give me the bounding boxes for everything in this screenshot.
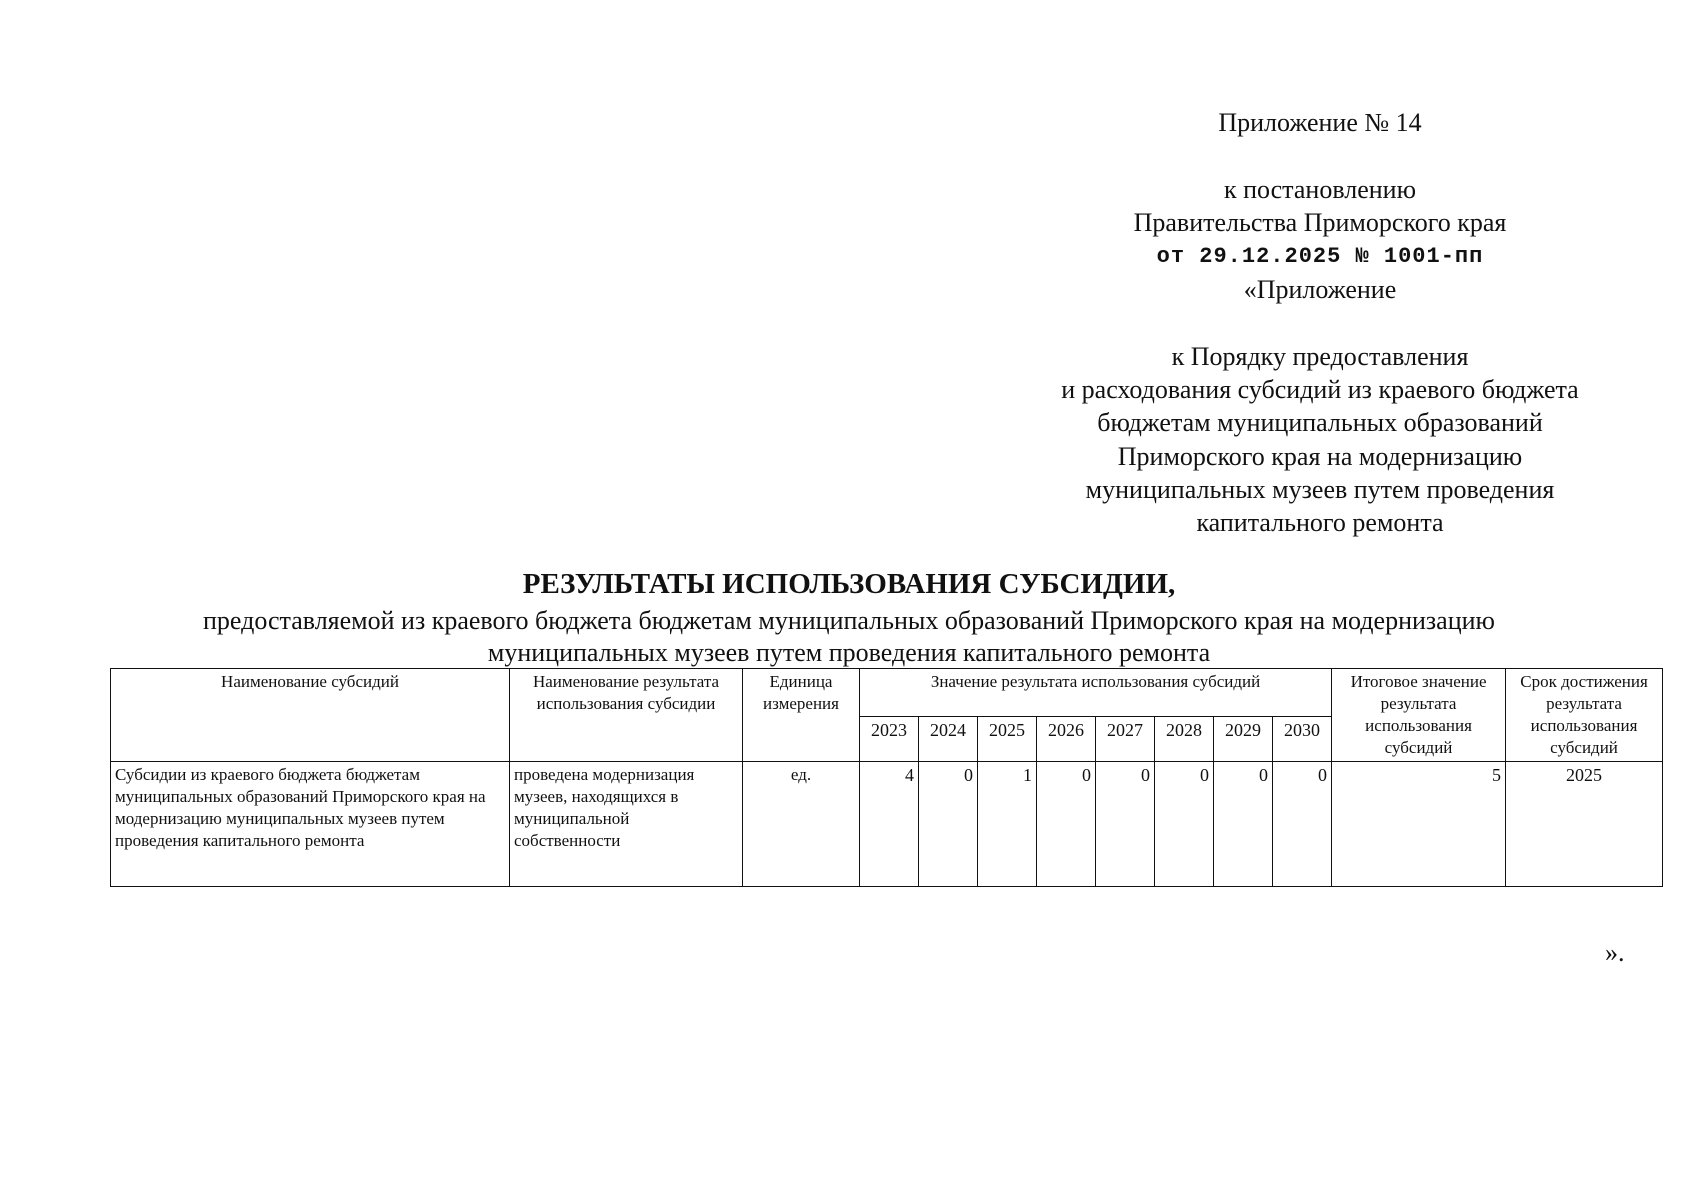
- cell-unit: ед.: [743, 762, 860, 887]
- order-line-5: муниципальных музеев путем проведения: [1085, 475, 1555, 504]
- cell-result-name: проведена модернизация музеев, находящихся в муниципальной собственности: [510, 762, 743, 887]
- closing-quote: ».: [1605, 938, 1625, 967]
- cell-value-2028: 0: [1155, 762, 1214, 887]
- document-subtitle-line-2: муниципальных музеев путем проведения капитального ремонта: [487, 638, 1211, 667]
- header-year: 2024: [919, 716, 978, 761]
- header-year: 2026: [1037, 716, 1096, 761]
- cell-deadline: 2025: [1506, 762, 1663, 887]
- document-title: РЕЗУЛЬТАТЫ ИСПОЛЬЗОВАНИЯ СУБСИДИИ,: [522, 568, 1176, 600]
- cell-value-2029: 0: [1214, 762, 1273, 887]
- header-year: 2029: [1214, 716, 1273, 761]
- appendix-label: Приложение № 14: [1218, 108, 1422, 137]
- header-year: 2025: [978, 716, 1037, 761]
- resolution-date-number: от 29.12.2025 № 1001-пп: [1156, 244, 1484, 269]
- order-line-3: бюджетам муниципальных образований: [1097, 408, 1543, 437]
- cell-value-2024: 0: [919, 762, 978, 887]
- cell-value-2026: 0: [1037, 762, 1096, 887]
- document-subtitle-line-1: предоставляемой из краевого бюджета бюджетам муниципальных образований Приморского края на модернизацию: [203, 606, 1495, 635]
- cell-value-2030: 0: [1273, 762, 1332, 887]
- header-unit: Единица измерения: [743, 669, 860, 762]
- cell-value-2027: 0: [1096, 762, 1155, 887]
- cell-value-2025: 1: [978, 762, 1037, 887]
- table-header-row: [111, 669, 1663, 717]
- to-resolution-line: к постановлению: [1223, 175, 1417, 204]
- order-line-4: Приморского края на модернизацию: [1117, 442, 1523, 471]
- cell-total: 5: [1332, 762, 1506, 887]
- cell-value-2023: 4: [860, 762, 919, 887]
- results-table: [110, 668, 1663, 887]
- header-result-name: Наименование результата использования субсидии: [510, 669, 743, 762]
- order-line-2: и расходования субсидий из краевого бюджета: [1061, 375, 1579, 404]
- header-year: 2023: [860, 716, 919, 761]
- header-year: 2028: [1155, 716, 1214, 761]
- table-row: [111, 762, 1663, 887]
- header-total: Итоговое значение результата использования субсидий: [1332, 669, 1506, 762]
- cell-subsidy-name: Субсидии из краевого бюджета бюджетам муниципальных образований Приморского края на модернизацию муниципальных музеев путем проведения капитального ремонта: [111, 762, 510, 887]
- header-values-group: Значение результата использования субсидий: [860, 669, 1332, 717]
- header-deadline: Срок достижения результата использования субсидий: [1506, 669, 1663, 762]
- header-year: 2027: [1096, 716, 1155, 761]
- quoted-appendix-line: «Приложение: [1243, 275, 1397, 304]
- header-year: 2030: [1273, 716, 1332, 761]
- government-line: Правительства Приморского края: [1133, 208, 1507, 237]
- order-line-6: капитального ремонта: [1196, 508, 1444, 537]
- order-line-1: к Порядку предоставления: [1171, 342, 1469, 371]
- header-subsidy-name: Наименование субсидий: [111, 669, 510, 762]
